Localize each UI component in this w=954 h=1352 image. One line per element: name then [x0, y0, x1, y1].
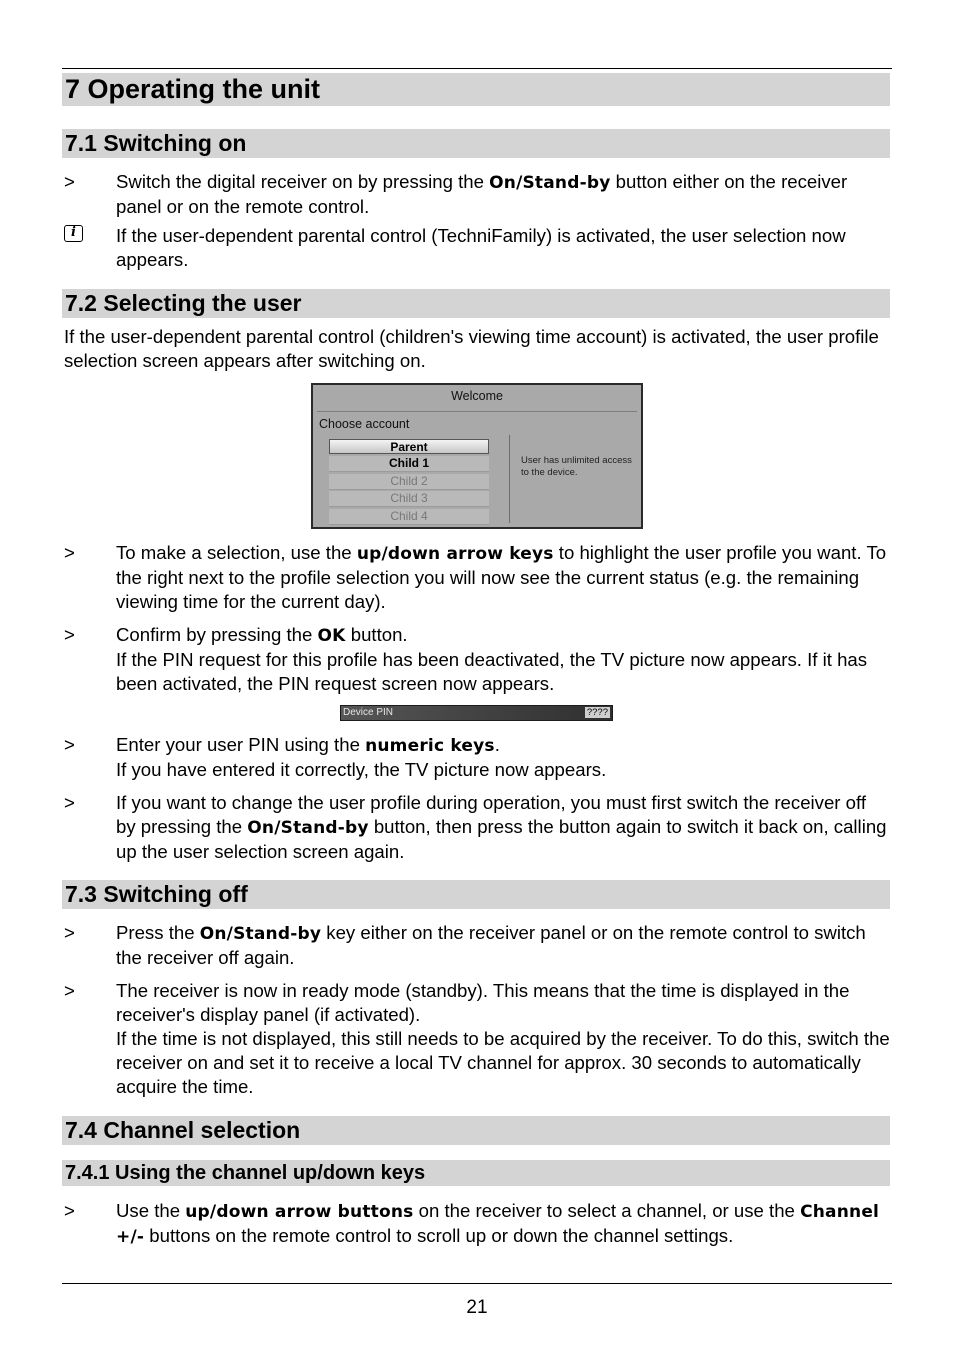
divider — [317, 411, 637, 412]
section-heading-7-1: 7.1 Switching on — [62, 129, 890, 158]
welcome-screen-image — [311, 383, 643, 529]
item-marker: > — [64, 792, 75, 813]
info-icon: i — [64, 225, 83, 242]
list-item: > If you want to change the user profile during operation, you must first switch the receiver off by pressing the On/Stand-by button, then press the button again to switch it back on, calling up the user selection screen again. — [64, 792, 887, 862]
list-item: > The receiver is now in ready mode (standby). This means that the time is displayed in the receiver's display panel (if activated). If the time is not displayed, this still needs to be acquired by the receiver. To do this, switch the receiver on and set it to receive a local TV channel for approx. 30 seconds to automatically acquire the time. — [64, 980, 890, 1097]
list-item: > To make a selection, use the up/down arrow keys to highlight the user profile you want. To the right next to the profile selection you will now see the current status (e.g. the remaining viewing time for the current day). — [64, 542, 887, 612]
top-rule — [62, 68, 892, 69]
choose-account-label: Choose account — [319, 417, 410, 431]
list-item: > Confirm by pressing the OK button. If the PIN request for this profile has been deactivated, the TV picture now appears. If it has been activated, the PIN request screen now appears. — [64, 624, 868, 694]
device-pin-value[interactable]: ???? — [586, 707, 608, 718]
device-pin-screen-image — [340, 705, 613, 721]
list-item: > Use the up/down arrow buttons on the receiver to select a channel, or use the Channel +/- buttons on the remote control to scroll up or down the channel settings. — [64, 1200, 880, 1247]
section-heading-7-4: 7.4 Channel selection — [62, 1116, 890, 1145]
item-marker: > — [64, 542, 75, 563]
account-child-3[interactable]: Child 3 — [329, 491, 489, 507]
item-marker: > — [64, 1200, 75, 1221]
account-parent[interactable]: Parent — [329, 439, 489, 454]
item-marker: > — [64, 980, 75, 1001]
account-child-2[interactable]: Child 2 — [329, 474, 489, 490]
chapter-title: 7 Operating the unit — [62, 73, 890, 106]
welcome-title: Welcome — [451, 389, 503, 403]
section-heading-7-3: 7.3 Switching off — [62, 880, 890, 909]
section-heading-7-2: 7.2 Selecting the user — [62, 289, 890, 318]
account-status-text: User has unlimited access to the device. — [521, 455, 632, 478]
section-intro: If the user-dependent parental control (children's viewing time account) is activated, the user profile selection screen appears after switching on. — [64, 326, 879, 371]
device-pin-label: Device PIN — [343, 707, 394, 718]
item-marker: > — [64, 922, 75, 943]
item-marker: > — [64, 624, 75, 645]
info-note: i If the user-dependent parental control (TechniFamily) is activated, the user selection now appears. — [64, 224, 890, 272]
list-item: > Switch the digital receiver on by pressing the On/Stand-by button either on the receiver panel or on the remote control. — [64, 171, 848, 217]
bottom-rule — [62, 1283, 892, 1284]
list-item: > Enter your user PIN using the numeric keys. If you have entered it correctly, the TV picture now appears. — [64, 734, 607, 780]
item-marker: > — [64, 734, 75, 755]
subsection-heading-7-4-1: 7.4.1 Using the channel up/down keys — [62, 1160, 890, 1186]
account-child-1[interactable]: Child 1 — [329, 456, 489, 472]
account-child-4[interactable]: Child 4 — [329, 509, 489, 525]
item-marker: > — [64, 171, 75, 192]
list-item: > Press the On/Stand-by key either on the receiver panel or on the remote control to switch the receiver off again. — [64, 922, 866, 968]
page-number: 21 — [466, 1297, 488, 1318]
divider — [509, 435, 510, 523]
